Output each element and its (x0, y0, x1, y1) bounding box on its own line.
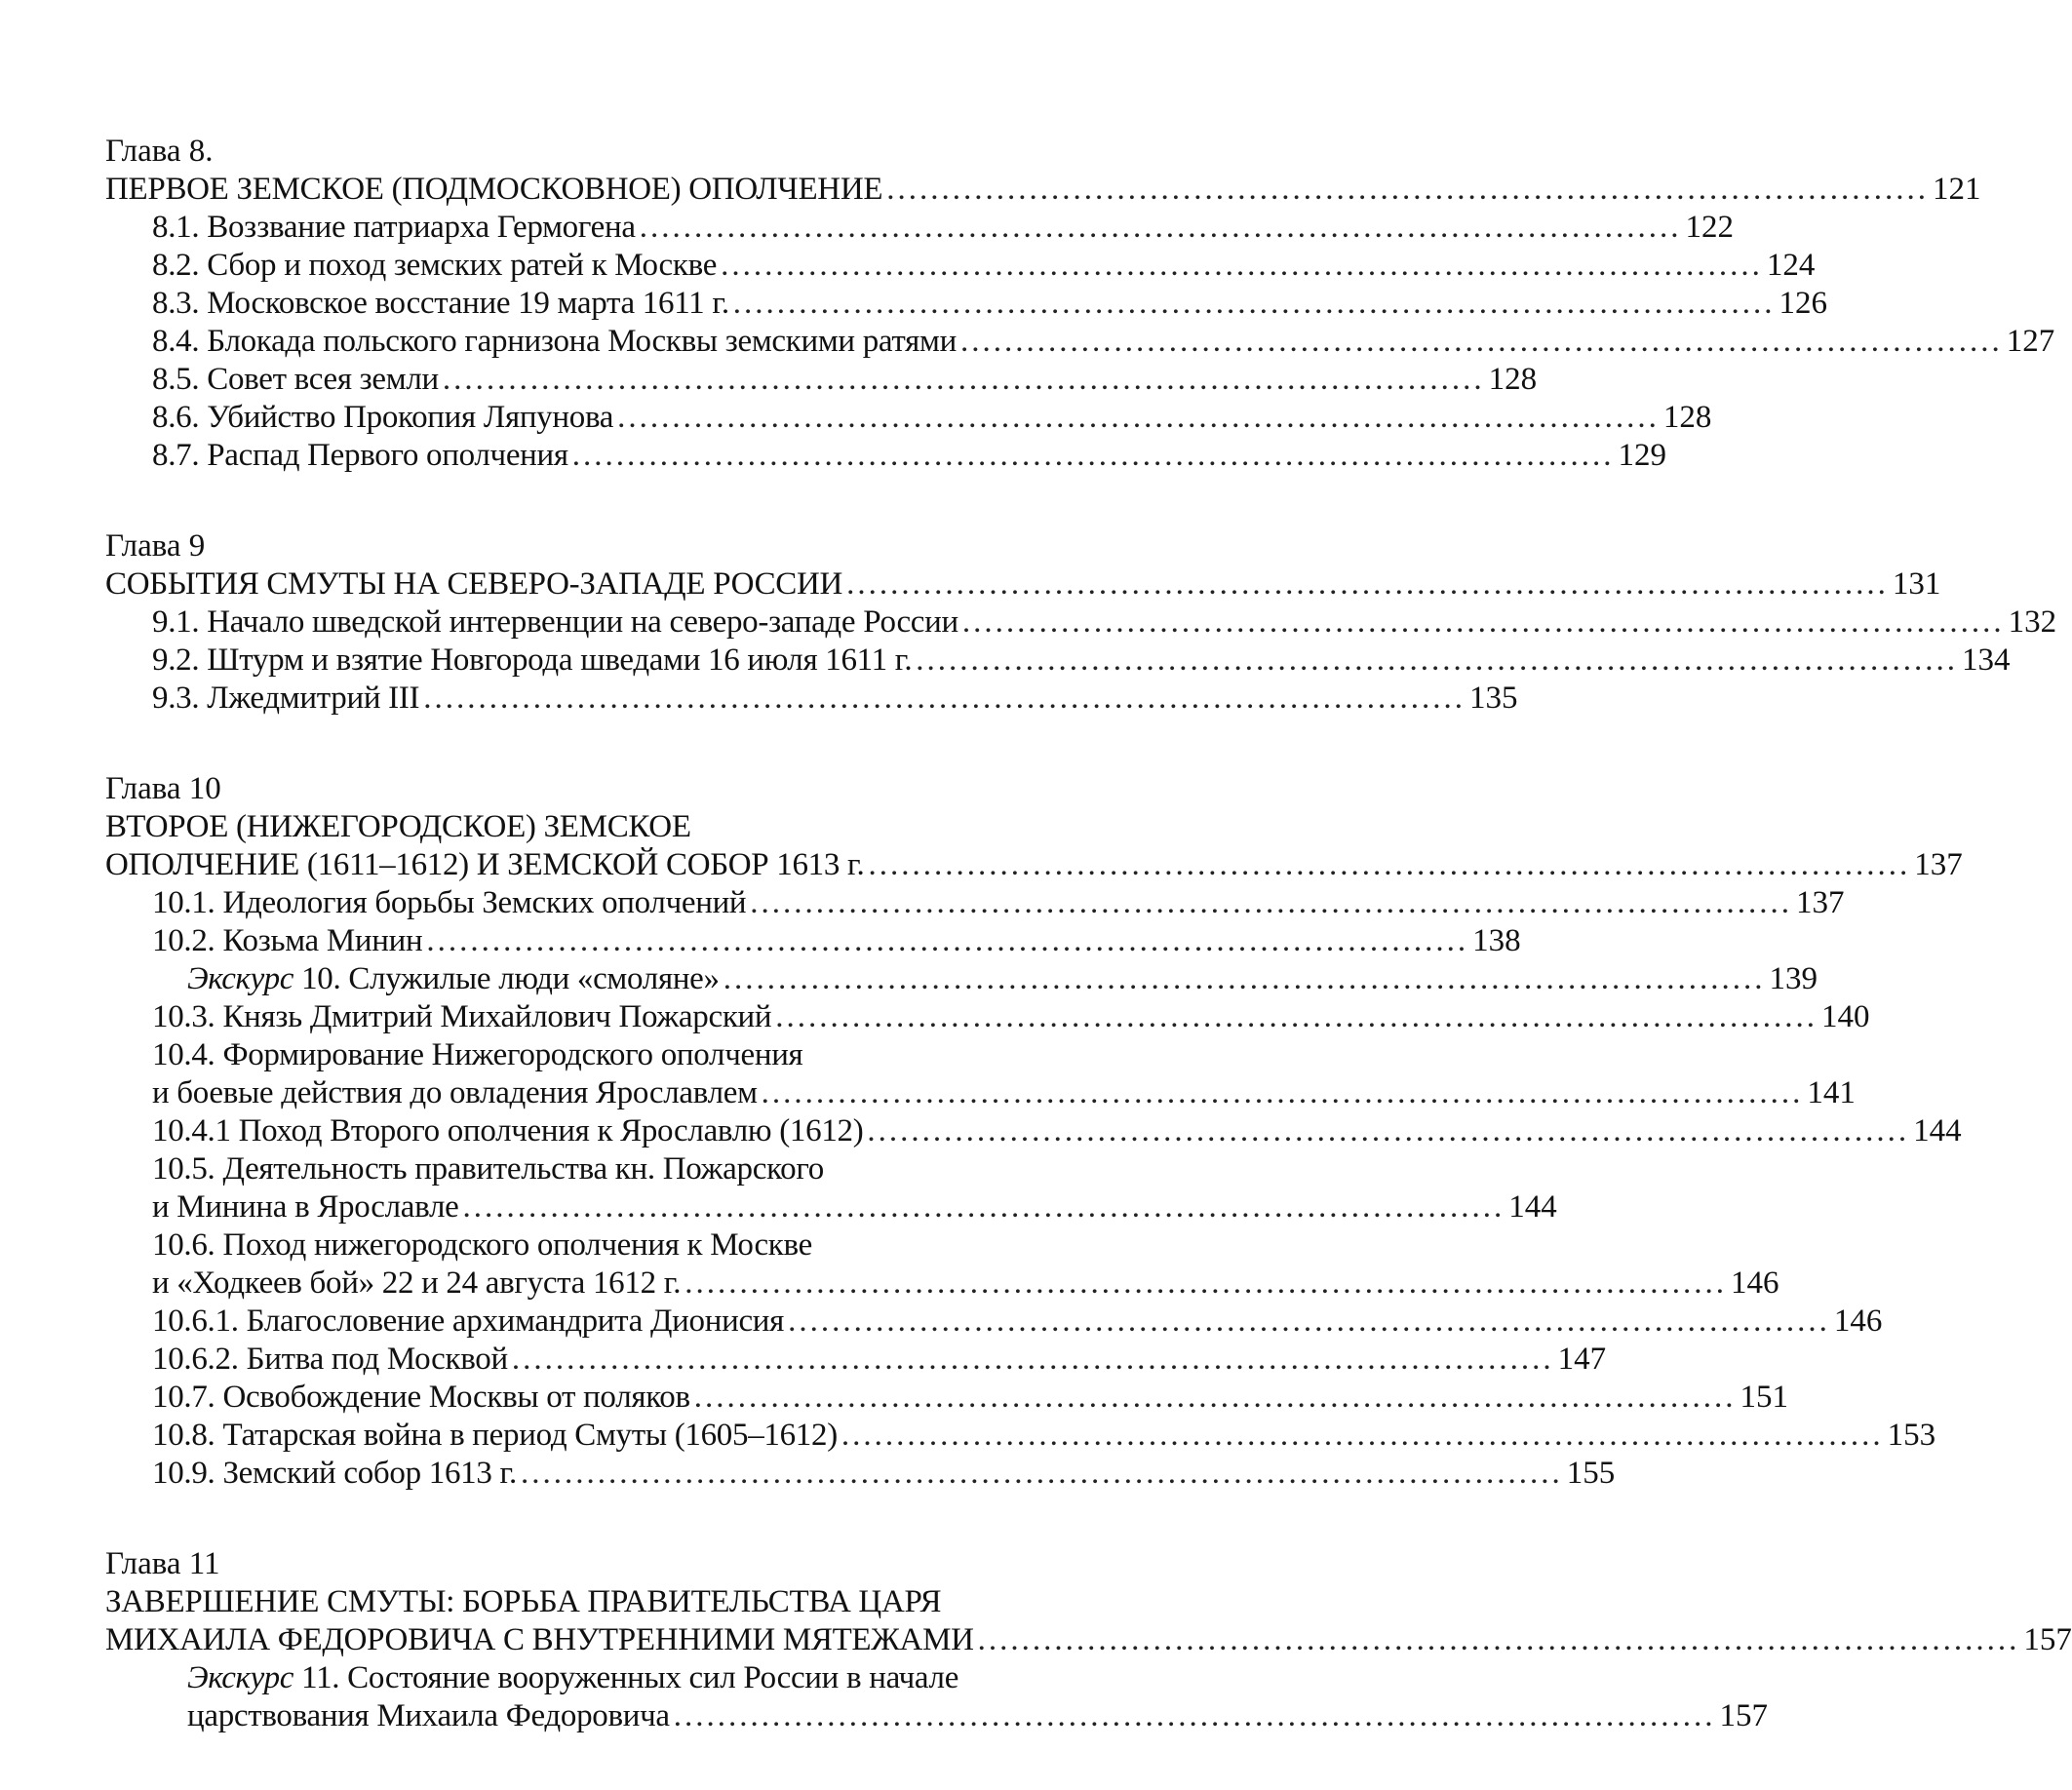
entry-text: 8.2. Сбор и поход земских ратей к Москве (152, 248, 718, 283)
leader-dots: ............................................................................................... (775, 999, 1818, 1034)
leader-dots: ............................................................................................... (959, 324, 2003, 359)
toc-excursus[interactable] (105, 960, 1818, 998)
entry-text: 10.2. Козьма Минин (152, 923, 423, 958)
toc-entry[interactable] (105, 1074, 1856, 1112)
page-number: 127 (2006, 324, 2055, 359)
page-number: 140 (1821, 999, 1870, 1034)
page-number: 155 (1566, 1456, 1616, 1491)
chapter-title-text: ОПОЛЧЕНИЕ (1611–1612) И ЗЕМСКОЙ СОБОР 1613 г. (105, 847, 865, 882)
page-number: 132 (2008, 604, 2057, 640)
page-number: 131 (1892, 566, 1941, 602)
leader-dots: ............................................................................................... (426, 923, 1469, 958)
chapter-label: Глава 10 (105, 771, 221, 806)
toc-entry[interactable] (105, 884, 1845, 922)
leader-dots: ............................................................................................... (462, 1189, 1505, 1225)
chapter-8 (105, 133, 2055, 475)
page-number: 147 (1557, 1342, 1607, 1377)
leader-dots: ............................................................................................... (868, 847, 1911, 882)
entry-text: 8.5. Совет всея земли (152, 362, 439, 397)
leader-dots: ............................................................................................... (571, 438, 1615, 473)
leader-dots: ............................................................................................... (916, 642, 1959, 678)
page-number: 141 (1807, 1075, 1856, 1110)
page-number: 129 (1618, 438, 1667, 473)
page-number: 139 (1769, 961, 1818, 996)
toc-entry[interactable] (105, 323, 2055, 361)
leader-dots: ............................................................................................... (841, 1418, 1884, 1453)
leader-dots: ............................................................................................... (977, 1622, 2020, 1657)
toc-entry-line: 10.4. Формирование Нижегородского ополчения (152, 1037, 803, 1072)
spacer (105, 718, 1073, 770)
page-number: 157 (1719, 1698, 1769, 1733)
entry-text: 8.6. Убийство Прокопия Ляпунова (152, 400, 614, 435)
toc-entry[interactable] (105, 437, 1667, 475)
page-number: 157 (2023, 1622, 2072, 1657)
page-number: 151 (1740, 1380, 1789, 1415)
entry-text (187, 960, 720, 998)
toc-entry[interactable] (105, 361, 1538, 399)
chapter-title-text: ПЕРВОЕ ЗЕМСКОЕ (ПОДМОСКОВНОЕ) ОПОЛЧЕНИЕ (105, 172, 883, 207)
entry-text: 10.7. Освобождение Москвы от поляков (152, 1380, 690, 1415)
leader-dots: ............................................................................................... (846, 566, 1889, 602)
entry-text: 9.2. Штурм и взятие Новгорода шведами 16 июля 1611 г. (152, 642, 913, 678)
toc-entry[interactable] (105, 399, 1712, 437)
page-number: 128 (1662, 400, 1712, 435)
chapter-label: Глава 8. (105, 134, 214, 169)
page-number: 146 (1730, 1265, 1779, 1301)
entry-text: 9.3. Лжедмитрий III (152, 681, 420, 716)
toc-entry-line: 10.6. Поход нижегородского ополчения к Москве (152, 1227, 812, 1263)
entry-text: 10.9. Земский собор 1613 г. (152, 1456, 517, 1491)
leader-dots: ............................................................................................... (617, 400, 1660, 435)
leader-dots: ............................................................................................... (732, 286, 1776, 321)
toc-entry[interactable] (105, 209, 1734, 247)
toc-entry[interactable] (105, 1455, 1616, 1493)
leader-dots: ............................................................................................... (673, 1698, 1716, 1733)
chapter-title-text: МИХАИЛА ФЕДОРОВИЧА С ВНУТРЕННИМИ МЯТЕЖАМИ (105, 1622, 974, 1657)
excursus-text: 11. Состояние вооруженных сил России в начале (293, 1660, 959, 1695)
entry-text: 10.1. Идеология борьбы Земских ополчений (152, 885, 747, 920)
leader-dots: ............................................................................................... (750, 885, 1793, 920)
toc-entry[interactable] (105, 285, 1828, 323)
leader-dots: ............................................................................................... (867, 1113, 1910, 1148)
spacer (105, 1493, 1073, 1545)
chapter-title-text: СОБЫТИЯ СМУТЫ НА СЕВЕРО-ЗАПАДЕ РОССИИ (105, 566, 843, 602)
entry-text: 10.6.1. Благословение архимандрита Дионисия (152, 1304, 785, 1339)
page-number: 121 (1932, 172, 1981, 207)
spacer (105, 475, 1073, 527)
entry-text: и Минина в Ярославле (152, 1189, 459, 1225)
leader-dots: ............................................................................................... (520, 1456, 1563, 1491)
leader-dots: ............................................................................................... (423, 681, 1466, 716)
excursus-label: Экскурс (187, 1660, 294, 1695)
toc-entry-line: 10.5. Деятельность правительства кн. Пожарского (152, 1151, 824, 1187)
page-number: 134 (1962, 642, 2011, 678)
toc-entry[interactable] (105, 922, 1521, 960)
chapter-title[interactable] (105, 171, 1981, 209)
toc-entry[interactable] (105, 1303, 1883, 1341)
toc-entry[interactable] (105, 1417, 1936, 1455)
page-number: 135 (1468, 681, 1518, 716)
entry-text: 10.4.1 Поход Второго ополчения к Ярославлю (1612) (152, 1113, 864, 1148)
table-of-contents (105, 133, 2072, 1735)
leader-dots: ............................................................................................... (886, 172, 1929, 207)
toc-entry[interactable] (105, 1188, 1557, 1226)
chapter-label: Глава 9 (105, 528, 206, 564)
leader-dots: ............................................................................................... (639, 210, 1682, 245)
page-number: 137 (1914, 847, 1963, 882)
toc-entry[interactable] (105, 1379, 1789, 1417)
toc-entry[interactable] (105, 998, 1870, 1036)
leader-dots: ............................................................................................... (684, 1265, 1727, 1301)
page-number: 124 (1766, 248, 1816, 283)
entry-text: царствования Михаила Федоровича (187, 1698, 670, 1733)
entry-text: и боевые действия до овладения Ярославлем (152, 1075, 758, 1110)
toc-entry[interactable] (105, 1265, 1779, 1303)
page-number: 122 (1685, 210, 1734, 245)
toc-entry[interactable] (105, 680, 1518, 718)
page-number: 126 (1779, 286, 1828, 321)
entry-text: 8.4. Блокада польского гарнизона Москвы земскими ратями (152, 324, 957, 359)
leader-dots: ............................................................................................... (693, 1380, 1737, 1415)
toc-entry[interactable] (105, 1112, 1962, 1150)
leader-dots: ............................................................................................... (761, 1075, 1804, 1110)
chapter-label: Глава 11 (105, 1546, 220, 1581)
entry-text: 8.3. Московское восстание 19 марта 1611 г. (152, 286, 729, 321)
page-number: 128 (1488, 362, 1538, 397)
entry-text: 10.8. Татарская война в период Смуты (1605–1612) (152, 1418, 838, 1453)
leader-dots: ............................................................................................... (723, 961, 1766, 996)
page-number: 153 (1887, 1418, 1936, 1453)
chapter-10 (105, 770, 1963, 1493)
toc-excursus[interactable] (105, 1697, 1769, 1735)
chapter-title[interactable] (105, 1621, 2072, 1659)
leader-dots: ............................................................................................... (721, 248, 1763, 283)
entry-text: 10.3. Князь Дмитрий Михайлович Пожарский (152, 999, 772, 1034)
excursus-label: Экскурс (187, 961, 294, 996)
page-number: 144 (1508, 1189, 1557, 1225)
page-number: 146 (1833, 1304, 1883, 1339)
toc-entry[interactable] (105, 1341, 1607, 1379)
chapter-9 (105, 527, 2057, 718)
page-number: 144 (1913, 1113, 1962, 1148)
page-number: 137 (1796, 885, 1845, 920)
leader-dots: ............................................................................................... (788, 1304, 1830, 1339)
leader-dots: ............................................................................................... (442, 362, 1485, 397)
toc-entry[interactable] (105, 642, 2011, 680)
entry-text: и «Ходкеев бой» 22 и 24 августа 1612 г. (152, 1265, 682, 1301)
chapter-title[interactable] (105, 846, 1963, 884)
toc-entry[interactable] (105, 603, 2057, 642)
toc-entry[interactable] (105, 247, 1816, 285)
leader-dots: ............................................................................................... (961, 604, 2005, 640)
entry-text: 8.7. Распад Первого ополчения (152, 438, 568, 473)
chapter-title-line: ЗАВЕРШЕНИЕ СМУТЫ: БОРЬБА ПРАВИТЕЛЬСТВА ЦАРЯ (105, 1584, 942, 1619)
chapter-11 (105, 1545, 2072, 1735)
chapter-title[interactable] (105, 565, 1941, 603)
page-number: 138 (1472, 923, 1521, 958)
entry-text: 10.6.2. Битва под Москвой (152, 1342, 508, 1377)
excursus-text: 10. Служилые люди «смоляне» (293, 961, 720, 996)
chapter-title-line: ВТОРОЕ (НИЖЕГОРОДСКОЕ) ЗЕМСКОЕ (105, 809, 691, 844)
entry-text: 9.1. Начало шведской интервенции на северо-западе России (152, 604, 958, 640)
entry-text: 8.1. Воззвание патриарха Гермогена (152, 210, 636, 245)
leader-dots: ............................................................................................... (511, 1342, 1554, 1377)
toc-excursus-line (105, 1659, 1073, 1697)
